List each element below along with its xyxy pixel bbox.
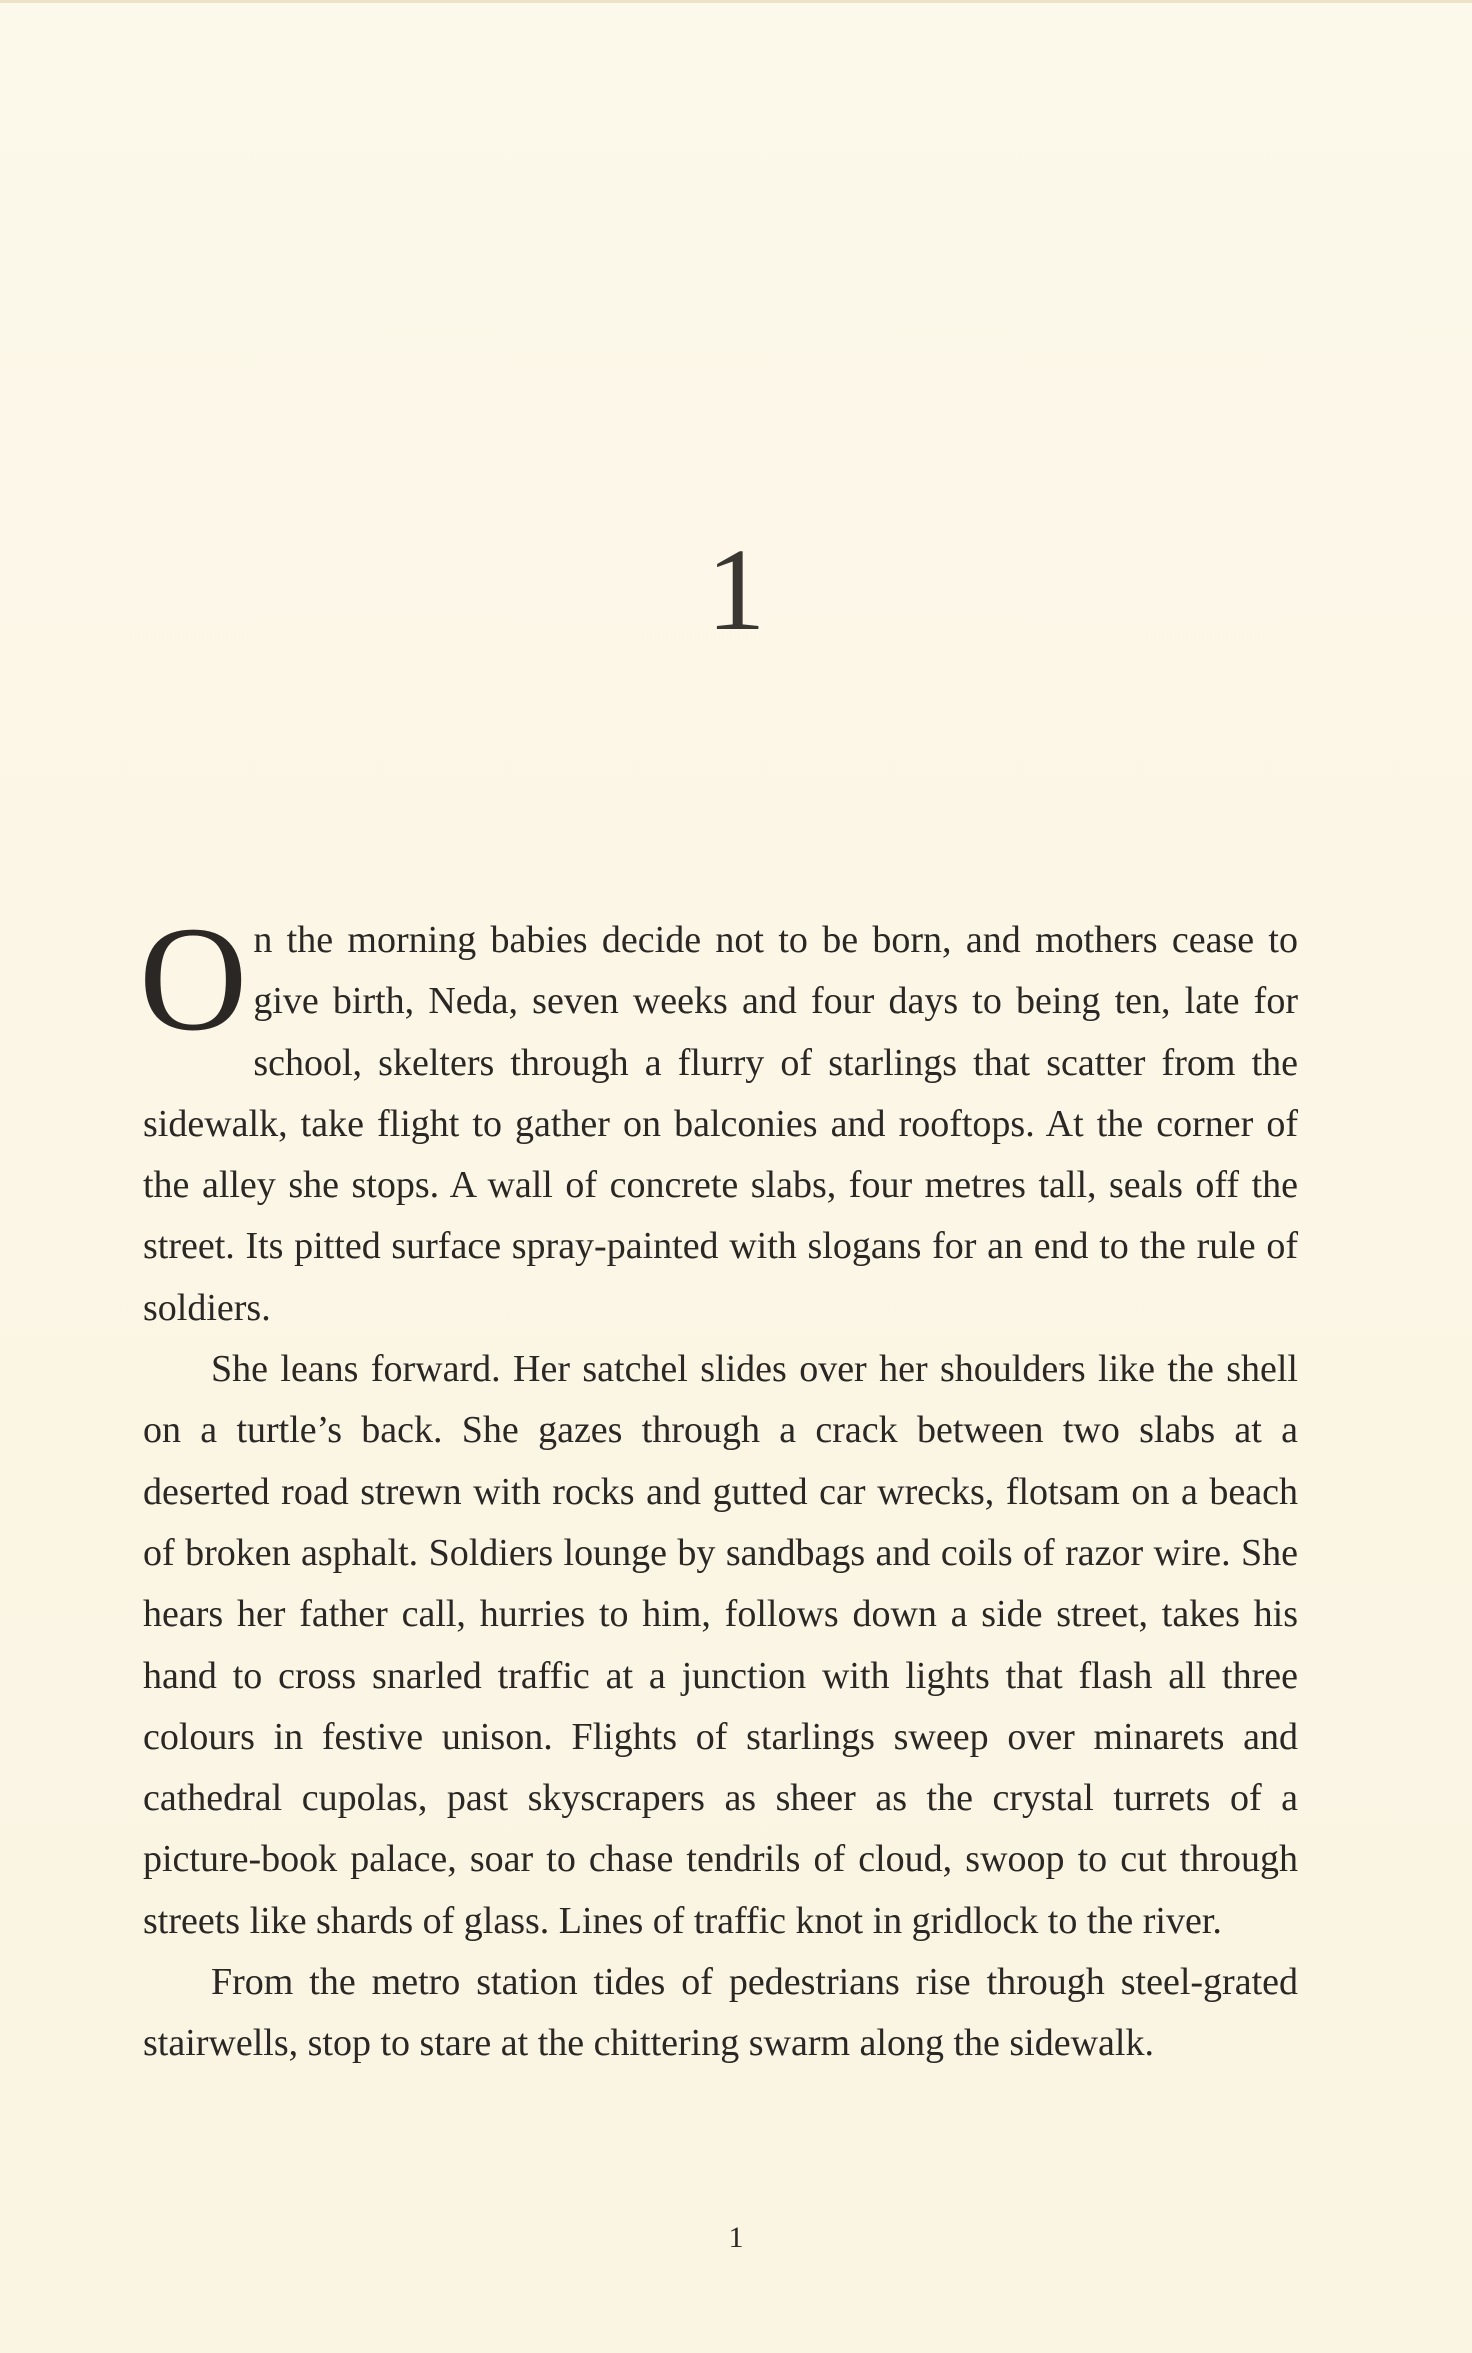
paragraph-2: She leans forward. Her satchel slides over her shoulders like the shell on a turtle’s back. She gazes through a crack between two slabs at a deserted road strewn with rocks and gutted car wrecks, flotsam on a beach of broken asphalt. Soldiers lounge by sandbags and coils of razor wire. She hears her father call, hurries to him, follows down a side street, takes his hand to cross snarled traffic at a junction with lights that flash all three colours in festive unison. Flights of starlings sweep over minarets and cathedral cupolas, past skyscrapers as sheer as the crystal turrets of a picture-book palace, soar to chase tendrils of cloud, swoop to cut through streets like shards of glass. Lines of traffic knot in gridlock to the river.	[143, 1348, 1298, 1942]
chapter-number: 1	[706, 524, 766, 655]
page-number: 1	[728, 2221, 744, 2254]
drop-cap: O	[139, 896, 248, 1062]
page-top-edge	[0, 0, 1472, 3]
paragraph-1	[139, 896, 1298, 1339]
paragraph-1-text: n the morning babies decide not to be born, and mothers cease to give birth, Neda, seven weeks and four days to being ten, late for school, skelters through a flurry of starlings that scatter from the sidewalk, take flight to gather on balconies and rooftops. At the corner of the alley she stops. A wall of concrete slabs, four metres tall, seals off the street. Its pitted surface spray-painted with slogans for an end to the rule of soldiers.	[143, 919, 1298, 1329]
paragraph-3: From the metro station tides of pedestrians rise through steel-grated stairwells, stop to stare at the chittering swarm along the sidewalk.	[143, 1961, 1298, 2065]
chapter-body	[139, 896, 1298, 2075]
